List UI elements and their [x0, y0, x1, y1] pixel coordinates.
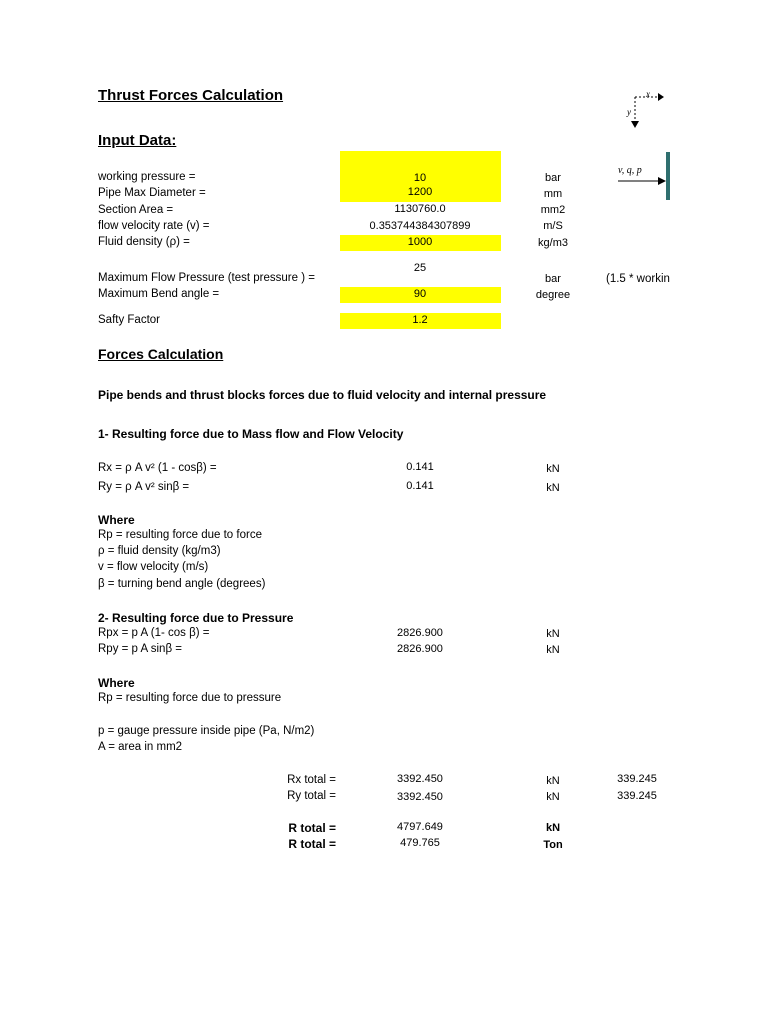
ry-total-label: Ry total =	[287, 790, 336, 802]
rpx-unit: kN	[546, 628, 560, 640]
r-total-ton-unit: Ton	[543, 839, 563, 851]
rx-total-label: Rx total =	[287, 774, 336, 786]
input-unit: mm	[543, 188, 563, 200]
input-label: working pressure =	[98, 171, 196, 183]
input-unit: bar	[545, 172, 561, 184]
rpy-value: 2826.900	[397, 643, 443, 655]
where1-title: Where	[98, 513, 135, 527]
input-label: Safty Factor	[98, 314, 160, 326]
x-axis-label: x	[646, 89, 650, 99]
where1-line: ρ = fluid density (kg/m3)	[98, 545, 221, 557]
axis-diagram	[620, 85, 680, 135]
input-unit: bar	[545, 273, 561, 285]
input-value[interactable]: 25	[413, 262, 427, 274]
input-value[interactable]: 1.2	[412, 314, 428, 326]
y-axis-label: y	[627, 107, 631, 117]
ry-total-value: 3392.450	[397, 791, 443, 803]
input-label: Maximum Bend angle =	[98, 288, 220, 300]
input-value[interactable]: 0.353744384307899	[369, 220, 471, 232]
rx-total-value: 3392.450	[397, 773, 443, 785]
input-value[interactable]: 90	[413, 288, 427, 300]
where2-line: A = area in mm2	[98, 741, 183, 753]
r-total-kn-value: 4797.649	[397, 821, 443, 833]
input-note: (1.5 * workin	[606, 273, 670, 285]
ry-unit: kN	[546, 482, 560, 494]
input-label: Fluid density (ρ) =	[98, 236, 190, 248]
r-total-kn-label: R total =	[288, 821, 336, 835]
ry-value: 0.141	[406, 480, 434, 492]
forces-heading: Forces Calculation	[98, 346, 224, 362]
input-unit: m/S	[543, 220, 563, 232]
rx-total-unit: kN	[546, 775, 560, 787]
input-data-heading: Input Data:	[98, 132, 177, 149]
input-label: Maximum Flow Pressure (test pressure ) =	[98, 272, 315, 284]
section2-title: 2- Resulting force due to Pressure	[98, 611, 294, 625]
page-title: Thrust Forces Calculation	[98, 87, 284, 104]
input-value[interactable]: 1200	[407, 186, 433, 198]
ry-total-extra: 339.245	[617, 790, 657, 802]
input-unit: mm2	[540, 204, 566, 216]
where1-line: β = turning bend angle (degrees)	[98, 578, 266, 590]
r-total-kn-unit: kN	[545, 822, 561, 834]
input-value[interactable]: 10	[413, 172, 427, 184]
input-value[interactable]: 1130760.0	[394, 203, 446, 215]
rx-unit: kN	[546, 463, 560, 475]
where1-line: v = flow velocity (m/s)	[98, 561, 209, 573]
flow-arrow-icon	[618, 176, 668, 186]
input-label: flow velocity rate (v) =	[98, 220, 210, 232]
rpx-value: 2826.900	[397, 627, 443, 639]
where2-line: p = gauge pressure inside pipe (Pa, N/m2)	[98, 725, 315, 737]
where2-title: Where	[98, 676, 135, 690]
r-total-ton-value: 479.765	[400, 837, 440, 849]
y-arrow-icon	[631, 121, 639, 128]
rpy-label: Rpy = p A sinβ =	[98, 643, 182, 655]
rx-label: Rx = ρ A v² (1 - cosβ) =	[98, 462, 217, 474]
input-value[interactable]: 1000	[407, 236, 433, 248]
where2-line: Rp = resulting force due to pressure	[98, 692, 282, 704]
ry-label: Ry = ρ A v² sinβ =	[98, 481, 190, 493]
input-label: Section Area =	[98, 204, 174, 216]
rx-total-extra: 339.245	[617, 773, 657, 785]
input-label: Pipe Max Diameter =	[98, 187, 206, 199]
input-unit: kg/m3	[538, 237, 568, 249]
x-arrow-icon	[658, 93, 664, 101]
where1-line: Rp = resulting force due to force	[98, 529, 262, 541]
r-total-ton-label: R total =	[288, 837, 336, 851]
flow-label: v, q, p	[618, 165, 642, 176]
rx-value: 0.141	[406, 461, 434, 473]
input-unit: degree	[535, 289, 571, 301]
subtitle: Pipe bends and thrust blocks forces due to fluid velocity and internal pressure	[98, 388, 547, 402]
rpx-label: Rpx = p A (1- cos β) =	[98, 627, 210, 639]
section1-title: 1- Resulting force due to Mass flow and Flow Velocity	[98, 427, 404, 441]
pipe-stub	[666, 152, 670, 200]
rpy-unit: kN	[546, 644, 560, 656]
ry-total-unit: kN	[546, 791, 560, 803]
